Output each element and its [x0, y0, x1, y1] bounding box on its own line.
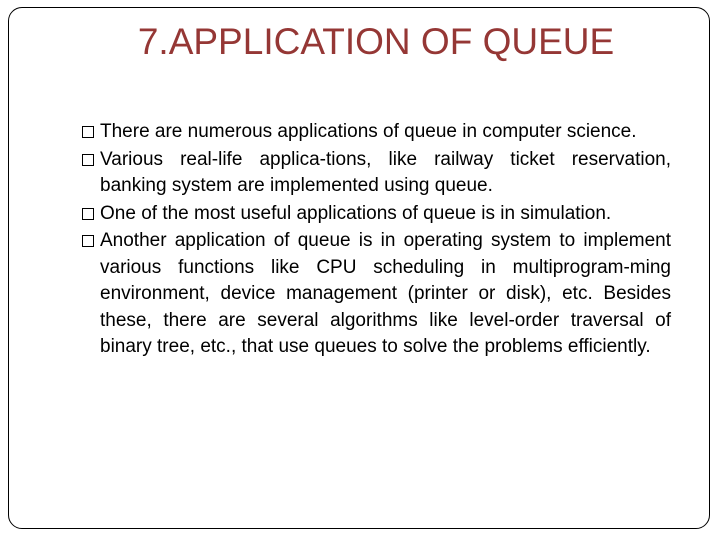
slide-title: 7.APPLICATION OF QUEUE	[137, 21, 615, 62]
bullet-item	[82, 147, 671, 200]
bullet-text: There are numerous applications of queue in computer science.	[100, 121, 637, 142]
square-bullet-icon	[82, 126, 94, 138]
bullet-list	[82, 119, 671, 362]
bullet-item	[82, 228, 671, 361]
square-bullet-icon	[82, 154, 94, 166]
bullet-item	[82, 119, 671, 146]
bullet-item	[82, 201, 671, 228]
bullet-text: Various real-life applica-tions, like railway ticket reservation, banking system are implemented using queue.	[100, 148, 671, 196]
bullet-text: One of the most useful applications of queue is in simulation.	[100, 202, 612, 224]
square-bullet-icon	[82, 235, 94, 247]
bullet-text: Another application of queue is in operating system to implement various functions like CPU scheduling in multiprogram-ming environment, device management (printer or disk), etc. Besides these, there are several algorithms like level-order traversal of binary tree, etc., that use queues to solve the problems efficiently.	[100, 230, 671, 357]
square-bullet-icon	[82, 208, 94, 220]
